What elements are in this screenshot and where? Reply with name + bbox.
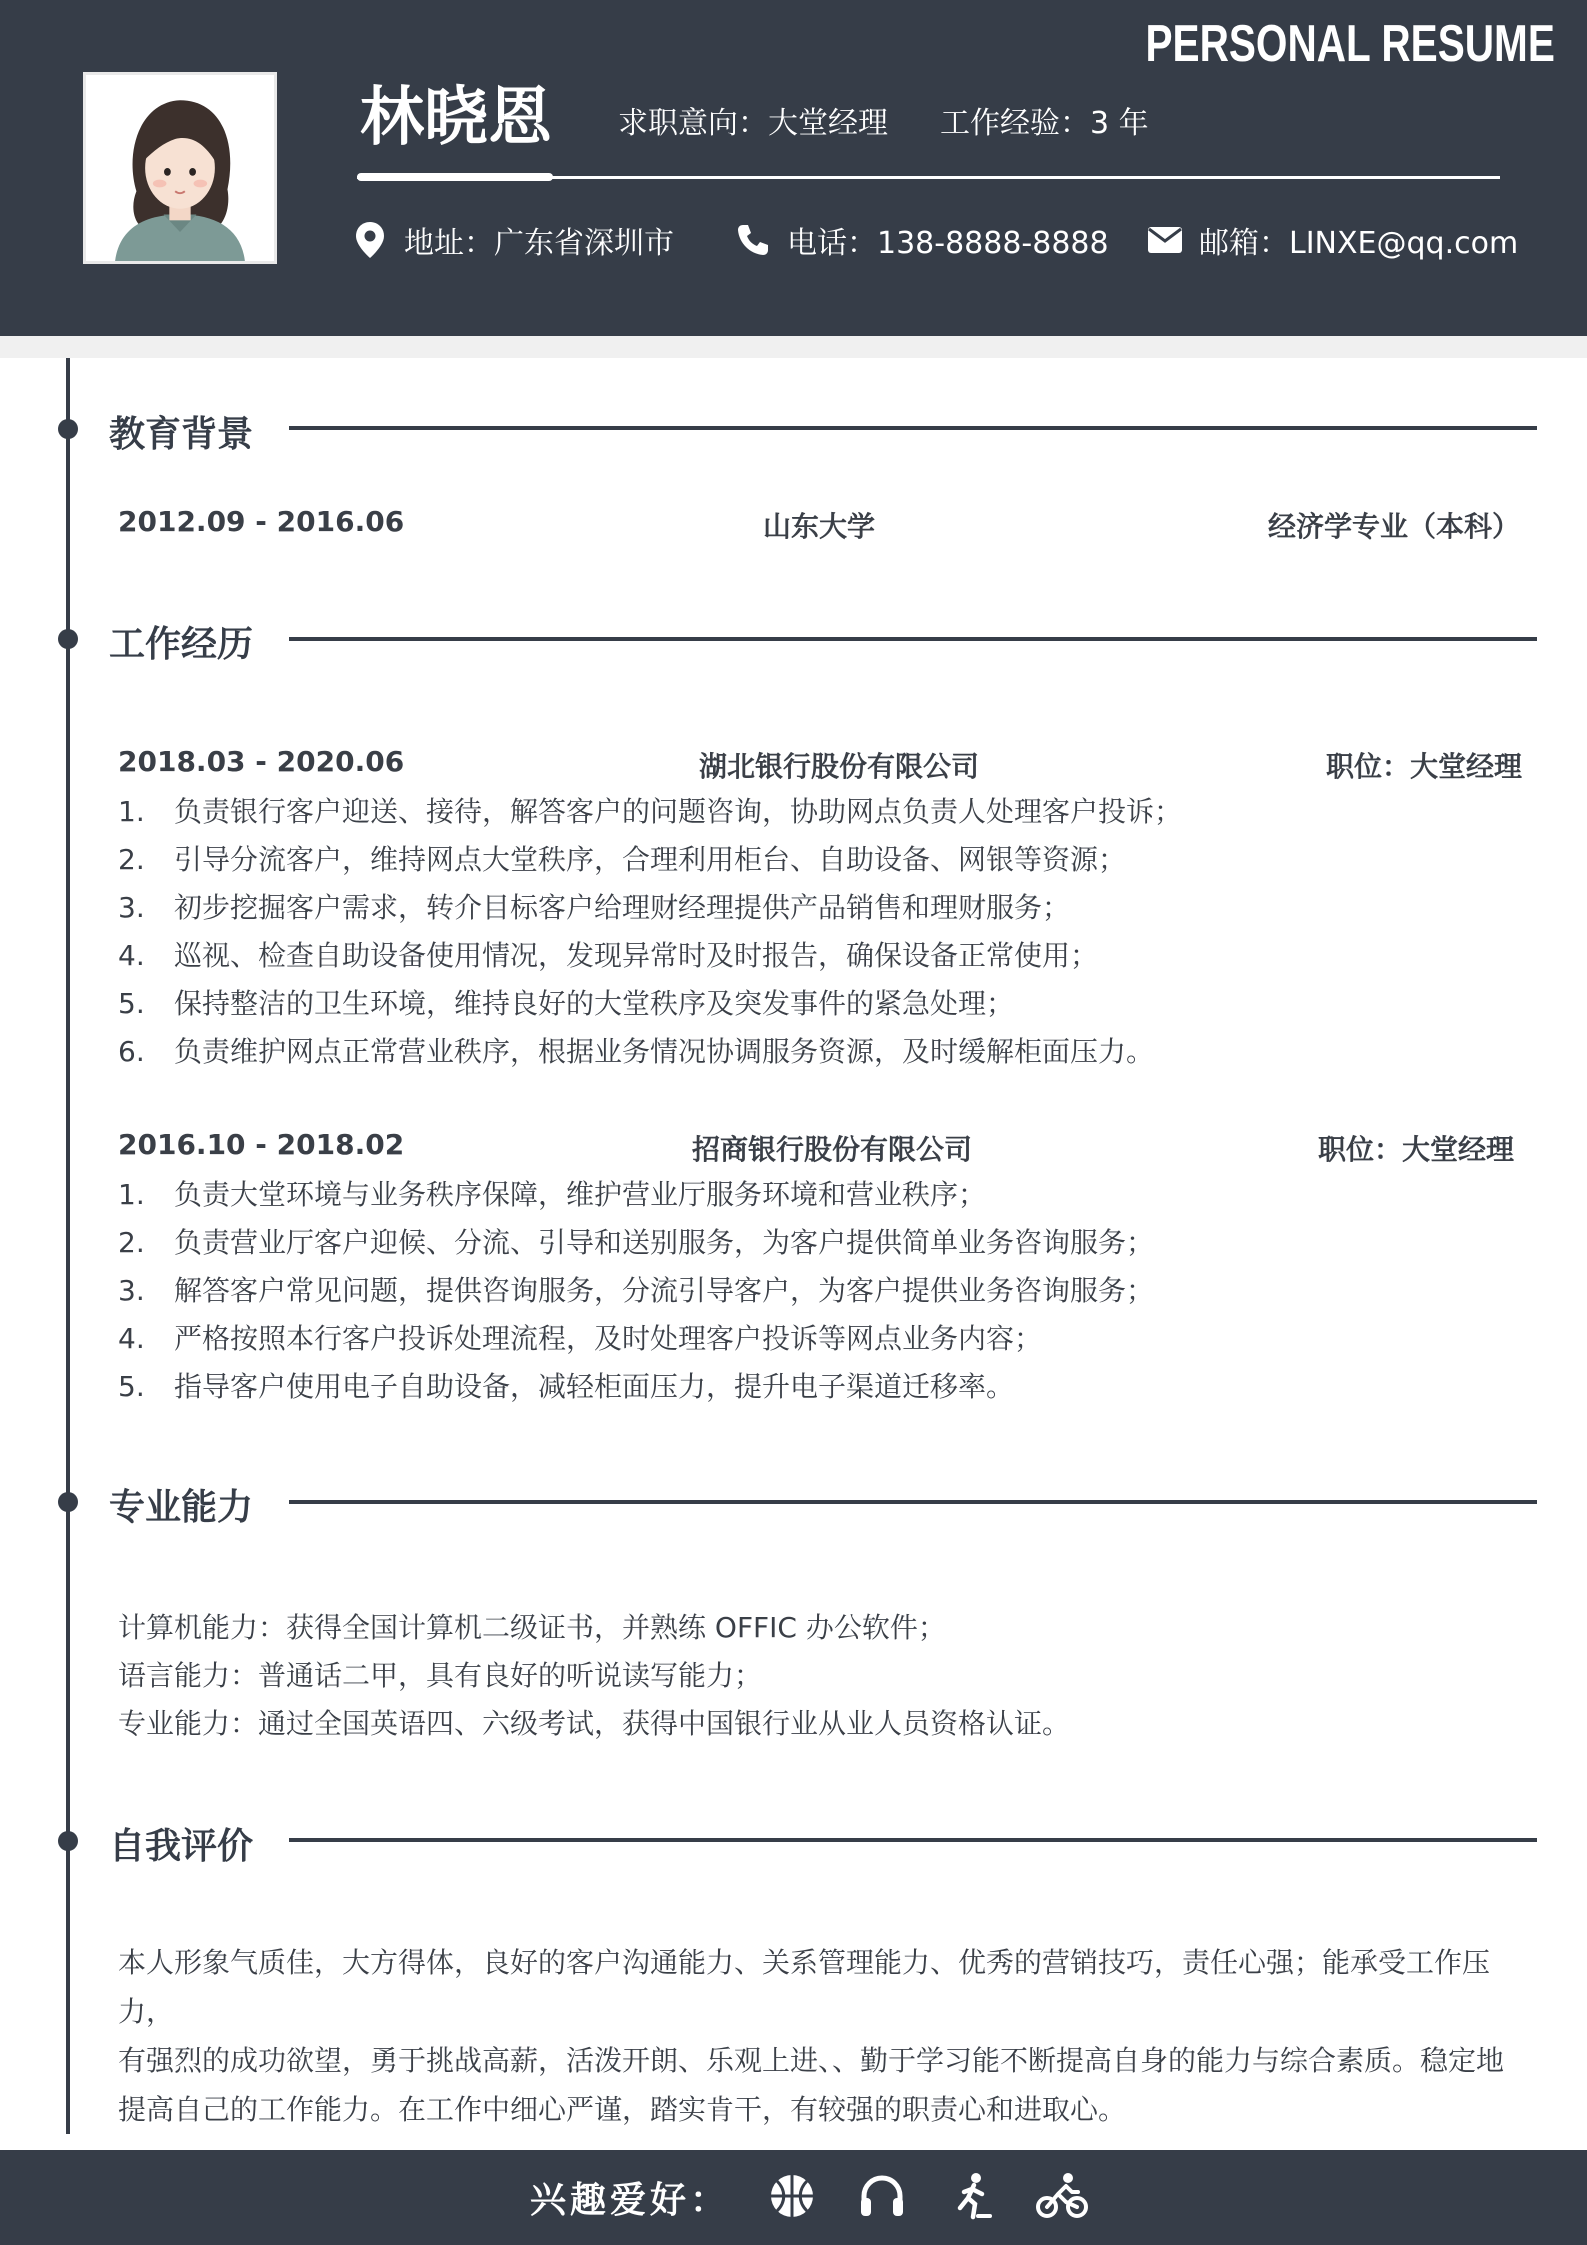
list-item: 1. 负责大堂环境与业务秩序保障，维护营业厅服务环境和营业秩序； — [118, 1178, 987, 1211]
section-title-work: 工作经历 — [109, 624, 254, 665]
section-title-self: 自我评价 — [109, 1826, 254, 1867]
timeline-dot — [58, 1492, 78, 1512]
job-duties-list — [118, 788, 1538, 1076]
list-item: 2. 负责营业厅客户迎候、分流、引导和送别服务，为客户提供简单业务咨询服务； — [118, 1226, 1155, 1259]
section-divider — [289, 426, 1537, 430]
list-item: 3. 初步挖掘客户需求，转介目标客户给理财经理提供产品销售和理财服务； — [118, 891, 1071, 924]
list-item: 6. 负责维护网点正常营业秩序，根据业务情况协调服务资源，及时缓解柜面压力。 — [118, 1035, 1155, 1068]
job-period: 2018.03 - 2020.06 — [118, 745, 405, 778]
job-company: 招商银行股份有限公司 — [691, 1133, 972, 1166]
list-item: 4. 严格按照本行客户投诉处理流程，及时处理客户投诉等网点业务内容； — [118, 1322, 1043, 1355]
phone-text: 电话：138-8888-8888 — [787, 226, 1109, 261]
header-band — [0, 336, 1587, 358]
skills-list — [118, 1604, 1538, 1748]
timeline-dot — [58, 1831, 78, 1851]
list-item: 1. 负责银行客户迎送、接待，解答客户的问题咨询，协助网点负责人处理客户投诉； — [118, 795, 1183, 828]
hobbies-label: 兴趣爱好： — [530, 2180, 731, 2221]
section-divider — [289, 637, 1537, 641]
header-divider-accent — [357, 173, 553, 181]
education-school: 山东大学 — [762, 510, 875, 543]
headphones-icon — [858, 2172, 906, 2220]
job-header — [118, 745, 1520, 785]
section-divider — [289, 1838, 1537, 1842]
brand-title: PERSONAL RESUME — [1145, 15, 1555, 73]
address-text: 地址：广东省深圳市 — [404, 226, 674, 261]
list-item: 语言能力：普通话二甲，具有良好的听说读写能力； — [118, 1659, 763, 1692]
list-item: 5. 指导客户使用电子自助设备，减轻柜面压力，提升电子渠道迁移率。 — [118, 1370, 1015, 1403]
avatar — [83, 72, 277, 264]
list-item: 4. 巡视、检查自助设备使用情况，发现异常时及时报告，确保设备正常使用； — [118, 939, 1099, 972]
email-text: 邮箱：LINXE@qq.com — [1199, 226, 1519, 261]
self-evaluation-text — [118, 1938, 1538, 2134]
list-item: 5. 保持整洁的卫生环境，维持良好的大堂秩序及突发事件的紧急处理； — [118, 987, 1015, 1020]
contact-email — [1145, 218, 1518, 262]
job-duties-list — [118, 1171, 1538, 1411]
education-period: 2012.09 - 2016.06 — [118, 505, 405, 538]
education-row — [118, 505, 1520, 545]
cycling-icon — [1036, 2172, 1084, 2220]
list-item: 2. 引导分流客户，维持网点大堂秩序，合理利用柜台、自助设备、网银等资源； — [118, 843, 1127, 876]
timeline-dot — [58, 629, 78, 649]
running-icon — [948, 2172, 996, 2220]
job-intent: 求职意向：大堂经理 — [618, 106, 888, 141]
basketball-icon — [768, 2172, 816, 2220]
footer — [0, 2150, 1587, 2245]
job-header — [118, 1128, 1520, 1168]
phone-icon — [733, 220, 773, 260]
section-title-skills: 专业能力 — [109, 1487, 254, 1528]
job-position: 职位：大堂经理 — [1317, 1133, 1514, 1166]
envelope-icon — [1145, 220, 1185, 260]
list-item: 专业能力：通过全国英语四、六级考试，获得中国银行业从业人员资格认证。 — [118, 1707, 1071, 1740]
avatar-illustration — [86, 75, 274, 261]
contact-phone — [733, 218, 1109, 262]
candidate-name: 林晓恩 — [360, 81, 552, 155]
paragraph-line: 有强烈的成功欲望，勇于挑战高薪，活泼开朗、乐观上进、、勤于学习能不断提高自身的能力与综合素质。稳定地 — [118, 2044, 1505, 2077]
timeline-line — [66, 358, 70, 2134]
paragraph-line: 提高自己的工作能力。在工作中细心严谨，踏实肯干，有较强的职责心和进取心。 — [118, 2093, 1127, 2126]
section-divider — [289, 1500, 1537, 1504]
job-period: 2016.10 - 2018.02 — [118, 1128, 405, 1161]
timeline-dot — [58, 419, 78, 439]
list-item: 3. 解答客户常见问题，提供咨询服务，分流引导客户，为客户提供业务咨询服务； — [118, 1274, 1155, 1307]
header — [0, 0, 1587, 336]
list-item: 计算机能力：获得全国计算机二级证书，并熟练 OFFIC 办公软件； — [118, 1611, 946, 1644]
location-pin-icon — [350, 220, 390, 260]
education-major: 经济学专业（本科） — [1267, 510, 1520, 543]
section-title-education: 教育背景 — [109, 414, 254, 455]
job-position: 职位：大堂经理 — [1325, 750, 1522, 783]
contact-address — [350, 218, 674, 262]
paragraph-line: 本人形象气质佳，大方得体，良好的客户沟通能力、关系管理能力、优秀的营销技巧，责任心强；能承受工作压力， — [118, 1946, 1491, 2028]
job-company: 湖北银行股份有限公司 — [698, 750, 979, 783]
work-experience-years: 工作经验：3 年 — [940, 106, 1149, 141]
